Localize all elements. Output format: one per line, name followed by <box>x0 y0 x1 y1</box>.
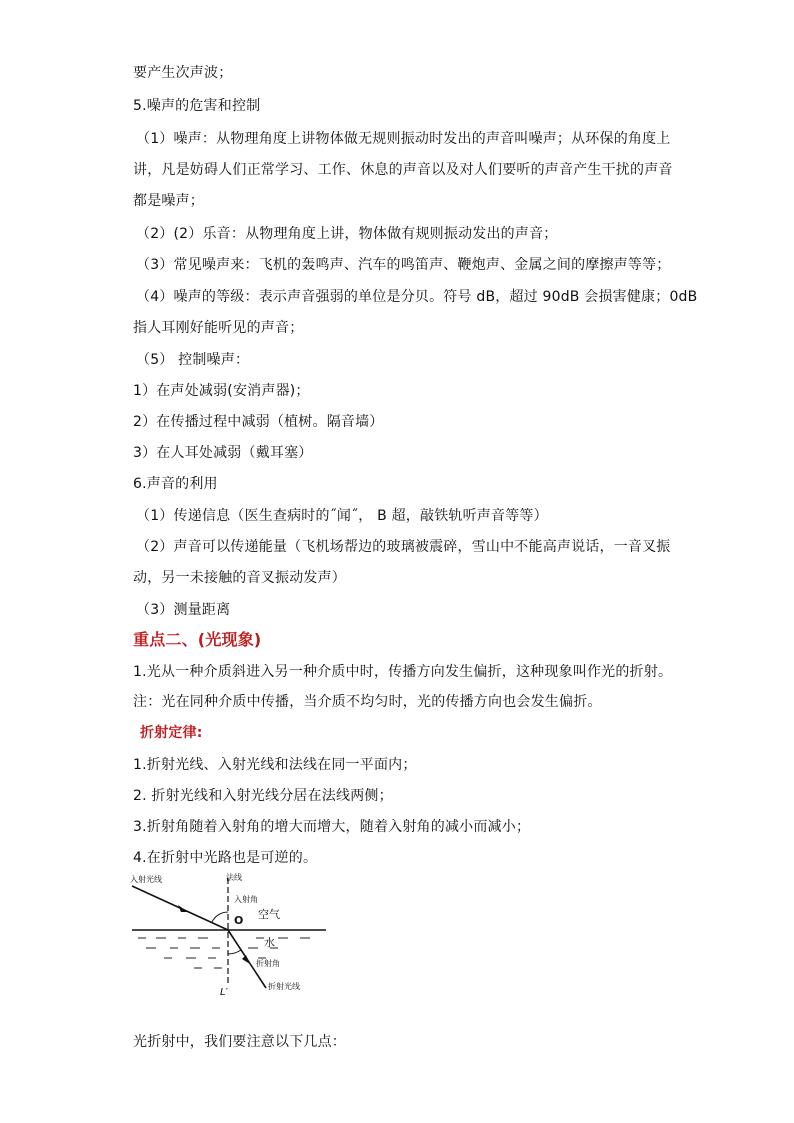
text-line: 3）在人耳处减弱（戴耳塞） <box>133 445 313 461</box>
text-line: （2）(2）乐音：从物理角度上讲，物体做有规则振动发出的声音； <box>136 226 558 242</box>
text-line: 2）在传播过程中减弱（植树。隔音墙） <box>133 414 384 430</box>
water-dashes <box>138 938 310 968</box>
incident-arrow-icon <box>178 905 188 912</box>
label-refracted-ray: 折射光线 <box>268 982 300 991</box>
section-title-sound-use: 6.声音的利用 <box>133 476 218 492</box>
label-incident-ray: 入射光线 <box>130 875 162 884</box>
refraction-diagram <box>128 868 328 996</box>
text-line: （2）声音可以传递能量（飞机场帮边的玻璃被震碎，雪山中不能高声说话，一音叉振 <box>136 539 671 555</box>
text-line: 动，另一未接触的音叉振动发声） <box>133 570 346 586</box>
text-line: （3）常见噪声来：飞机的轰鸣声、汽车的鸣笛声、鞭炮声、金属之间的摩擦声等等； <box>136 257 671 273</box>
refracted-arrow-icon <box>242 955 250 964</box>
text-line: 都是噪声； <box>133 193 204 209</box>
text-line: 1）在声处减弱(安消声器)； <box>133 383 310 399</box>
label-incident-angle: 入射角 <box>234 895 258 904</box>
text-line: （1）传递信息（医生查病时的˝闻˝， B 超，敲铁轨听声音等等） <box>136 508 548 524</box>
label-refraction-angle: 折射角 <box>256 959 280 968</box>
text-line: （3）测量距离 <box>136 602 231 618</box>
text-line: 要产生次声波； <box>133 65 233 81</box>
text-line: 3.折射角随着入射角的增大而增大，随着入射角的减小而减小； <box>133 819 531 835</box>
text-line: 4.在折射中光路也是可逆的。 <box>133 850 318 866</box>
text-line: （4）噪声的等级：表示声音强弱的单位是分贝。符号 dB，超过 90dB 会损害健康；0dB <box>136 289 698 305</box>
heading-light-phenomena: 重点二、(光现象) <box>133 630 262 649</box>
label-point-o: O <box>234 914 244 927</box>
text-line: 讲，凡是妨碍人们正常学习、工作、休息的声音以及对人们要听的声音产生干扰的声音 <box>133 162 673 178</box>
text-line: 2. 折射光线和入射光线分居在法线两侧； <box>133 788 393 804</box>
text-line: 指人耳刚好能听见的声音； <box>133 320 304 336</box>
label-normal: 法线 <box>226 873 242 882</box>
section-title-noise: 5.噪声的危害和控制 <box>133 98 261 114</box>
text-line: 1.折射光线、入射光线和法线在同一平面内； <box>133 757 417 773</box>
text-line: 光折射中，我们要注意以下几点： <box>133 1034 346 1050</box>
text-line: 注：光在同种介质中传播，当介质不均匀时，光的传播方向也会发生偏折。 <box>133 694 602 710</box>
subheading-refraction-law: 折射定律: <box>140 725 203 741</box>
text-line: （1）噪声：从物理角度上讲物体做无规则振动时发出的声音叫噪声；从环保的角度上 <box>136 131 671 147</box>
incident-angle-arc <box>212 912 228 922</box>
text-line: 1.光从一种介质斜进入另一种介质中时，传播方向发生偏折，这种现象叫作光的折射。 <box>133 664 673 680</box>
refraction-angle-arc <box>228 950 241 954</box>
text-line: （5） 控制噪声： <box>136 352 250 368</box>
label-normal-end: L′ <box>220 987 228 996</box>
label-air: 空气 <box>258 908 280 921</box>
label-water: 水 <box>264 936 275 949</box>
